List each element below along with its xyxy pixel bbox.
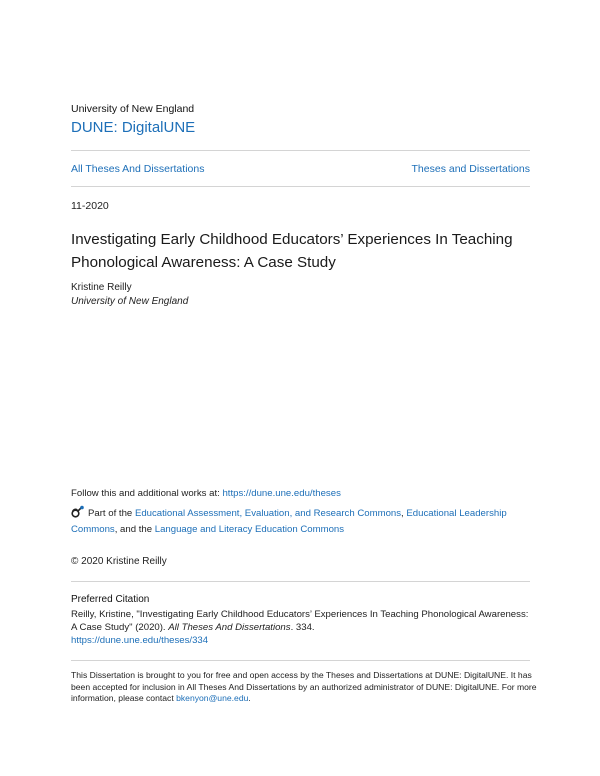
- follow-line: [71, 488, 341, 499]
- subject-link-literacy[interactable]: Language and Literacy Education Commons: [154, 524, 345, 535]
- divider-footer: [71, 660, 530, 661]
- repository-link[interactable]: DUNE: DigitalUNE: [71, 119, 196, 136]
- author-affiliation: University of New England: [71, 296, 189, 307]
- citation-url-link[interactable]: https://dune.une.edu/theses/334: [71, 635, 209, 646]
- author-name: Kristine Reilly: [71, 282, 132, 293]
- citation-number: . 334.: [290, 622, 315, 633]
- divider-nav: [71, 186, 530, 187]
- title-line-2: Phonological Awareness: A Case Study: [71, 254, 336, 271]
- contact-email-link[interactable]: bkenyon@une.edu: [176, 693, 249, 703]
- open-access-icon: [71, 505, 85, 518]
- citation-text: [71, 608, 531, 647]
- copyright-notice: © 2020 Kristine Reilly: [71, 556, 167, 567]
- divider-citation: [71, 581, 530, 582]
- subject-link-assessment[interactable]: Educational Assessment, Evaluation, and Research Commons: [134, 508, 402, 519]
- citation-body: Reilly, Kristine, "Investigating Early Childhood Educators’ Experiences In Teaching Phonological Awareness: A Case Study" (2020).: [71, 609, 529, 633]
- access-notice-end: .: [248, 693, 251, 703]
- all-theses-link[interactable]: All Theses And Dissertations: [71, 163, 205, 175]
- follow-label: Follow this and additional works at:: [71, 488, 223, 499]
- title-line-1: Investigating Early Childhood Educators’ Experiences In Teaching: [71, 231, 513, 248]
- access-notice: [71, 670, 541, 705]
- part-of-commons: [71, 505, 541, 538]
- citation-heading: Preferred Citation: [71, 594, 150, 605]
- part-of-label: Part of the: [88, 508, 135, 519]
- citation-series: All Theses And Dissertations: [168, 622, 291, 633]
- publication-date: 11-2020: [71, 200, 109, 212]
- document-title: [71, 228, 541, 274]
- access-notice-text: This Dissertation is brought to you for free and open access by the Theses and Dissertations at DUNE: DigitalUNE. It has been accepted for inclusion in All Theses And Dissertations by an authorized administrator of DUNE: DigitalUNE. For more information, please contact: [71, 670, 537, 703]
- divider-top: [71, 150, 530, 151]
- subject-separator-1: ,: [401, 508, 407, 519]
- theses-dissertations-link[interactable]: Theses and Dissertations: [411, 163, 530, 175]
- subject-link-leadership[interactable]: Educational Leadership Commons: [71, 508, 507, 535]
- subject-separator-2: , and the: [114, 524, 155, 535]
- follow-url-link[interactable]: https://dune.une.edu/theses: [222, 488, 341, 499]
- institution-name: University of New England: [71, 103, 195, 115]
